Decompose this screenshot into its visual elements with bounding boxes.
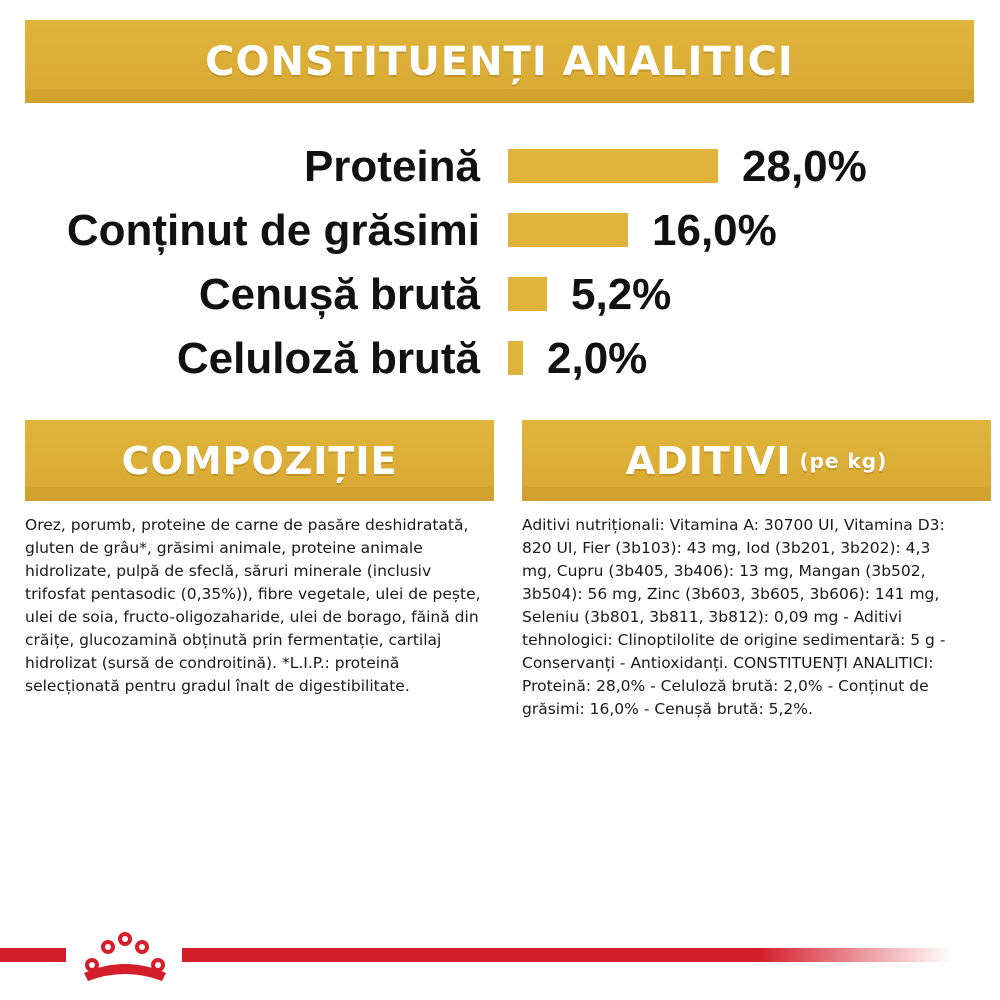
additives-title: ADITIVI: [625, 438, 792, 483]
value-label: 2,0%: [547, 334, 648, 383]
category-label: Cenușă brută: [198, 270, 480, 319]
category-label: Proteină: [303, 142, 480, 191]
analytical-constituents-title: CONSTITUENȚI ANALITICI: [205, 38, 794, 85]
crown-icon: [70, 925, 180, 985]
additives-text: Aditivi nutriționali: Vitamina A: 30700 UI, Vitamina D3: 820 UI, Fier (3b103): 43 mg, Iod (3b201, 3b202): 4,3 mg, Cupru (3b405, 3b406): 13 mg, Mangan (3b502, 3b504): 56 mg, Zinc (3b603, 3b605, 3b606): 141 mg, Seleniu (3b801, 3b811, 3b812): 0,09 mg - Aditivi tehnologici: Clinoptilolite de origine sedimentară: 5 g - Conservanți - Antioxidanți. CONSTITUENȚI ANALITICI: Proteină: 28,0% - Celuloză brută: 2,0% - Conținut de grăsimi: 16,0% - Cenușă brută: 5,2%.: [522, 516, 946, 718]
additives-subtitle: (pe kg): [799, 448, 888, 473]
bar: [508, 149, 718, 183]
bar: [508, 277, 547, 311]
analytical-constituents-banner: [25, 20, 974, 103]
value-label: 16,0%: [652, 206, 777, 255]
footer-divider-left: [0, 948, 66, 962]
composition-title: COMPOZIȚIE: [121, 438, 398, 483]
composition-text: Orez, porumb, proteine de carne de pasăre deshidratată, gluten de grâu*, grăsimi animale, proteine animale hidrolizate, pulpă de sfeclă, săruri minerale (inclusiv trifosfat pentasodic (0,35%)), fibre vegetale, ulei de pește, ulei de soia, fructo-oligozaharide, ulei de borago, făină din crăițe, glucozamină obținută prin fermentație, cartilaj hidrolizat (sursă de condroitină). *L.I.P.: proteină selecționată pentru gradul înalt de digestibilitate.: [25, 516, 481, 695]
composition-banner: [25, 420, 494, 501]
bar: [508, 341, 523, 375]
value-label: 28,0%: [742, 142, 867, 191]
nutrient-bar-chart: [0, 130, 1000, 390]
additives-banner: [522, 420, 991, 501]
category-label: Conținut de grăsimi: [66, 206, 480, 255]
value-label: 5,2%: [571, 270, 672, 319]
category-label: Celuloză brută: [176, 334, 480, 383]
bar: [508, 213, 628, 247]
footer-divider: [182, 948, 952, 962]
